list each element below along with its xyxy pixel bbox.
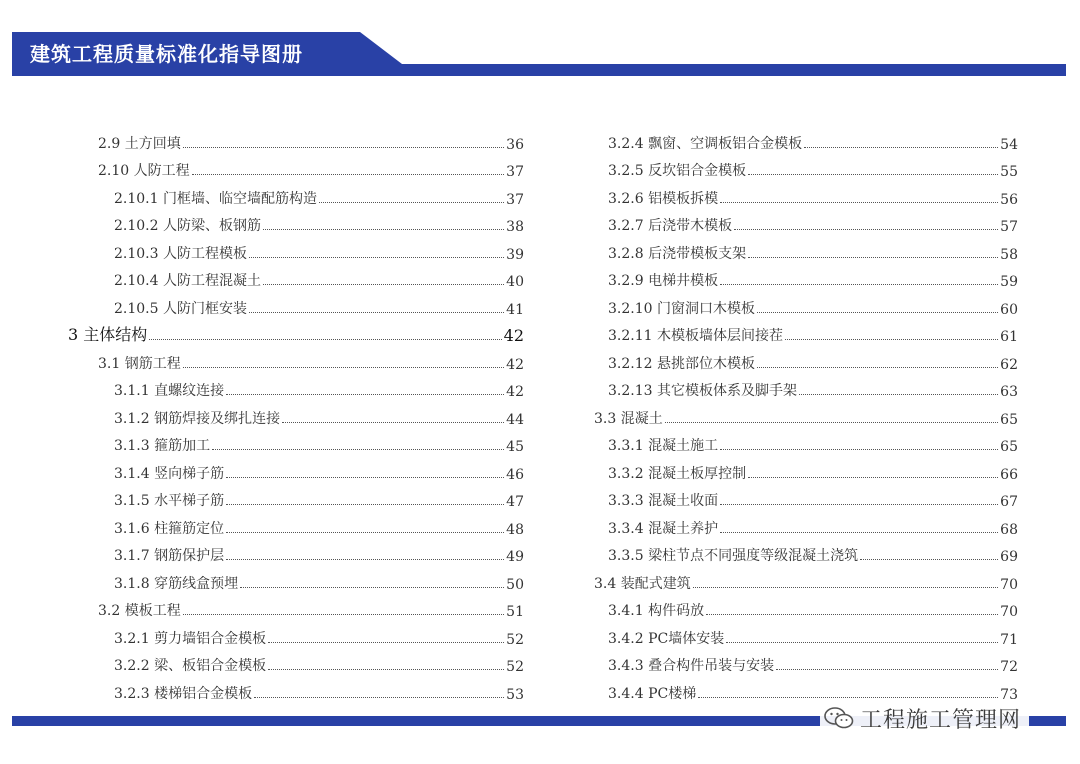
toc-entry[interactable] — [594, 180, 1018, 208]
toc-entry-page: 36 — [506, 136, 524, 153]
toc-dot-leader — [720, 202, 998, 203]
toc-entry-label: 2.10 人防工程 — [98, 163, 190, 179]
toc-entry-page: 57 — [1000, 219, 1018, 235]
toc-entry-page: 54 — [1000, 136, 1018, 153]
toc-entry-page: 56 — [1000, 191, 1018, 208]
toc-entry[interactable] — [594, 208, 1018, 236]
toc-dot-leader — [240, 587, 504, 588]
toc-entry[interactable] — [594, 263, 1018, 291]
toc-entry-page: 65 — [1000, 411, 1018, 428]
toc-entry-page: 53 — [506, 686, 524, 703]
toc-dot-leader — [785, 339, 998, 340]
toc-entry-page: 38 — [506, 219, 524, 235]
toc-entry[interactable] — [594, 593, 1018, 621]
toc-entry-label: 3.2.13 其它模板体系及脚手架 — [608, 383, 797, 399]
toc-entry[interactable] — [68, 345, 524, 373]
toc-entry-page: 51 — [506, 604, 524, 620]
toc-entry[interactable] — [68, 593, 524, 621]
toc-entry-page: 73 — [1000, 686, 1018, 703]
toc-entry-label: 3.4.4 PC楼梯 — [608, 685, 697, 702]
toc-entry-page: 42 — [503, 326, 524, 345]
toc-dot-leader — [860, 559, 998, 560]
toc-dot-leader — [226, 532, 504, 533]
toc-entry-label: 3.2.3 楼梯铝合金模板 — [114, 685, 253, 702]
toc-dot-leader — [319, 202, 504, 203]
toc-entry-label: 2.10.3 人防工程模板 — [114, 245, 247, 262]
toc-entry-label: 3.1.3 箍筋加工 — [114, 438, 211, 454]
toc-entry[interactable] — [68, 400, 524, 428]
toc-entry[interactable] — [594, 290, 1018, 318]
toc-dot-leader — [183, 367, 504, 368]
toc-entry-label: 3.1.5 水平梯子筋 — [114, 493, 225, 509]
toc-entry-label: 3.1 钢筋工程 — [98, 355, 181, 372]
toc-dot-leader — [665, 422, 998, 423]
toc-entry[interactable] — [68, 648, 524, 676]
toc-entry[interactable] — [68, 483, 524, 511]
toc-entry-label: 2.10.1 门框墙、临空墙配筋构造 — [114, 190, 317, 207]
toc-entry-label: 3.2.7 后浇带木模板 — [608, 218, 733, 234]
toc-entry-label: 3.3.2 混凝土板厚控制 — [608, 465, 747, 482]
toc-dot-leader — [799, 394, 998, 395]
toc-entry-label: 3.2.1 剪力墙铝合金模板 — [114, 630, 267, 647]
toc-entry-label: 2.9 土方回填 — [98, 135, 181, 152]
toc-entry-label: 3.3.1 混凝土施工 — [608, 438, 719, 454]
toc-entry-page: 62 — [1000, 356, 1018, 373]
toc-entry-label: 2.10.4 人防工程混凝土 — [114, 273, 261, 289]
watermark-text: 工程施工管理网 — [860, 707, 1022, 733]
toc-entry[interactable] — [68, 263, 524, 291]
toc-dot-leader — [748, 477, 998, 478]
toc-dot-leader — [226, 394, 504, 395]
toc-entry-page: 50 — [506, 576, 524, 593]
toc-entry-page: 70 — [1000, 604, 1018, 620]
toc-entry-label: 3.3.4 混凝土养护 — [608, 520, 719, 537]
toc-left-column — [68, 125, 524, 703]
toc-entry-label: 3.1.8 穿筋线盒预埋 — [114, 575, 239, 592]
toc-entry-page: 39 — [506, 246, 524, 263]
toc-entry[interactable] — [68, 208, 524, 236]
watermark — [820, 702, 1029, 734]
toc-entry-label: 3.2.12 悬挑部位木模板 — [608, 355, 755, 372]
toc-entry-label: 3.1.1 直螺纹连接 — [114, 383, 225, 399]
toc-entry[interactable] — [68, 455, 524, 483]
toc-entry[interactable] — [68, 318, 524, 346]
toc-entry-page: 42 — [506, 384, 524, 400]
toc-entry-page: 52 — [506, 659, 524, 675]
toc-entry-page: 41 — [506, 301, 524, 318]
toc-entry[interactable] — [594, 428, 1018, 456]
toc-entry-label: 3.2.10 门窗洞口木模板 — [608, 300, 755, 317]
toc-entry-label: 3.4.1 构件码放 — [608, 603, 705, 619]
toc-entry[interactable] — [594, 455, 1018, 483]
toc-entry-page: 47 — [506, 494, 524, 510]
toc-dot-leader — [263, 284, 504, 285]
toc-dot-leader — [720, 284, 998, 285]
toc-entry-page: 52 — [506, 631, 524, 648]
toc-entry[interactable] — [68, 538, 524, 566]
toc-right-column — [594, 125, 1018, 703]
toc-dot-leader — [757, 312, 998, 313]
toc-dot-leader — [748, 257, 998, 258]
toc-dot-leader — [268, 642, 504, 643]
toc-entry-label: 3.1.4 竖向梯子筋 — [114, 465, 225, 482]
toc-entry-label: 3.3 混凝土 — [594, 410, 663, 427]
toc-entry[interactable] — [68, 235, 524, 263]
toc-dot-leader — [720, 532, 998, 533]
toc-entry-page: 37 — [506, 191, 524, 208]
toc-entry-page: 45 — [506, 439, 524, 455]
toc-entry[interactable] — [594, 125, 1018, 153]
toc-dot-leader — [254, 697, 504, 698]
toc-entry-label: 2.10.5 人防门框安装 — [114, 300, 247, 317]
toc-dot-leader — [748, 174, 998, 175]
toc-entry-page: 60 — [1000, 301, 1018, 318]
toc-entry-page: 71 — [1000, 631, 1018, 648]
toc-entry[interactable] — [594, 318, 1018, 346]
toc-entry-page: 66 — [1000, 466, 1018, 483]
toc-entry-label: 3.4.2 PC墙体安装 — [608, 630, 725, 647]
toc-entry[interactable] — [594, 675, 1018, 703]
toc-entry-label: 3.2.5 反坎铝合金模板 — [608, 163, 747, 179]
page-title: 建筑工程质量标准化指导图册 — [30, 42, 303, 66]
toc-entry[interactable] — [68, 428, 524, 456]
toc-dot-leader — [149, 339, 501, 340]
toc-entry[interactable] — [68, 180, 524, 208]
toc-entry-label: 3.1.6 柱箍筋定位 — [114, 520, 225, 537]
toc-entry[interactable] — [68, 125, 524, 153]
toc-entry-page: 65 — [1000, 439, 1018, 455]
toc-entry-page: 55 — [1000, 164, 1018, 180]
toc-entry[interactable] — [594, 648, 1018, 676]
toc-entry-label: 2.10.2 人防梁、板钢筋 — [114, 218, 261, 234]
toc-entry[interactable] — [594, 373, 1018, 401]
toc-entry[interactable] — [594, 153, 1018, 181]
toc-dot-leader — [226, 477, 504, 478]
toc-dot-leader — [249, 257, 504, 258]
toc-entry-page: 68 — [1000, 521, 1018, 538]
toc-dot-leader — [226, 559, 504, 560]
toc-entry[interactable] — [594, 620, 1018, 648]
toc-entry-label: 3.2.6 铝模板拆模 — [608, 190, 719, 207]
toc-dot-leader — [183, 614, 504, 615]
toc-entry-page: 61 — [1000, 329, 1018, 345]
toc-entry-label: 3.2.8 后浇带模板支架 — [608, 245, 747, 262]
toc-entry-label: 3.3.3 混凝土收面 — [608, 493, 719, 509]
toc-entry[interactable] — [594, 565, 1018, 593]
wechat-icon — [824, 706, 854, 730]
toc-entry-label: 3.2 模板工程 — [98, 603, 181, 619]
toc-entry-page: 70 — [1000, 576, 1018, 593]
toc-dot-leader — [757, 367, 998, 368]
toc-entry-page: 58 — [1000, 246, 1018, 263]
toc-entry[interactable] — [594, 483, 1018, 511]
toc-dot-leader — [268, 669, 504, 670]
toc-entry[interactable] — [594, 235, 1018, 263]
toc-entry[interactable] — [68, 373, 524, 401]
toc-entry-page: 49 — [506, 549, 524, 565]
toc-entry-label: 3.2.2 梁、板铝合金模板 — [114, 658, 267, 674]
toc-entry-page: 59 — [1000, 274, 1018, 290]
toc-entry-label: 3.4 装配式建筑 — [594, 575, 691, 592]
toc-entry[interactable] — [594, 510, 1018, 538]
toc-entry[interactable] — [68, 153, 524, 181]
toc-dot-leader — [734, 229, 998, 230]
toc-entry[interactable] — [594, 345, 1018, 373]
toc-entry[interactable] — [68, 510, 524, 538]
toc-dot-leader — [249, 312, 504, 313]
toc-entry[interactable] — [594, 538, 1018, 566]
toc-dot-leader — [804, 147, 998, 148]
toc-entry[interactable] — [68, 565, 524, 593]
toc-dot-leader — [226, 504, 504, 505]
toc-dot-leader — [263, 229, 504, 230]
toc-dot-leader — [698, 697, 998, 698]
toc-entry-page: 46 — [506, 466, 524, 483]
toc-dot-leader — [192, 174, 505, 175]
toc-dot-leader — [720, 504, 998, 505]
toc-dot-leader — [726, 642, 998, 643]
toc-entry-label: 3 主体结构 — [68, 325, 148, 344]
toc-entry-label: 3.2.11 木模板墙体层间接茬 — [608, 328, 783, 344]
toc-entry[interactable] — [594, 400, 1018, 428]
toc-entry-page: 69 — [1000, 549, 1018, 565]
toc-entry-label: 3.2.9 电梯井模板 — [608, 273, 719, 289]
toc-entry-label: 3.3.5 梁柱节点不同强度等级混凝土浇筑 — [608, 548, 859, 564]
toc-entry-page: 42 — [506, 356, 524, 373]
toc-entry-page: 44 — [506, 411, 524, 428]
toc-entry[interactable] — [68, 290, 524, 318]
toc-entry-page: 67 — [1000, 494, 1018, 510]
toc-entry-label: 3.1.7 钢筋保护层 — [114, 548, 225, 564]
toc-dot-leader — [183, 147, 504, 148]
toc-entry-page: 48 — [506, 521, 524, 538]
toc-dot-leader — [706, 614, 998, 615]
toc-entry-label: 3.1.2 钢筋焊接及绑扎连接 — [114, 410, 281, 427]
toc-dot-leader — [776, 669, 998, 670]
toc-dot-leader — [720, 449, 998, 450]
toc-entry-page: 37 — [506, 164, 524, 180]
toc-dot-leader — [212, 449, 504, 450]
page-header — [0, 0, 1080, 80]
toc-entry-page: 40 — [506, 274, 524, 290]
toc-entry-label: 3.2.4 飘窗、空调板铝合金模板 — [608, 135, 803, 152]
toc-entry-page: 63 — [1000, 384, 1018, 400]
toc-dot-leader — [282, 422, 504, 423]
toc-entry-label: 3.4.3 叠合构件吊装与安装 — [608, 658, 775, 674]
toc-dot-leader — [693, 587, 998, 588]
toc-entry[interactable] — [68, 620, 524, 648]
toc-entry[interactable] — [68, 675, 524, 703]
toc-entry-page: 72 — [1000, 659, 1018, 675]
